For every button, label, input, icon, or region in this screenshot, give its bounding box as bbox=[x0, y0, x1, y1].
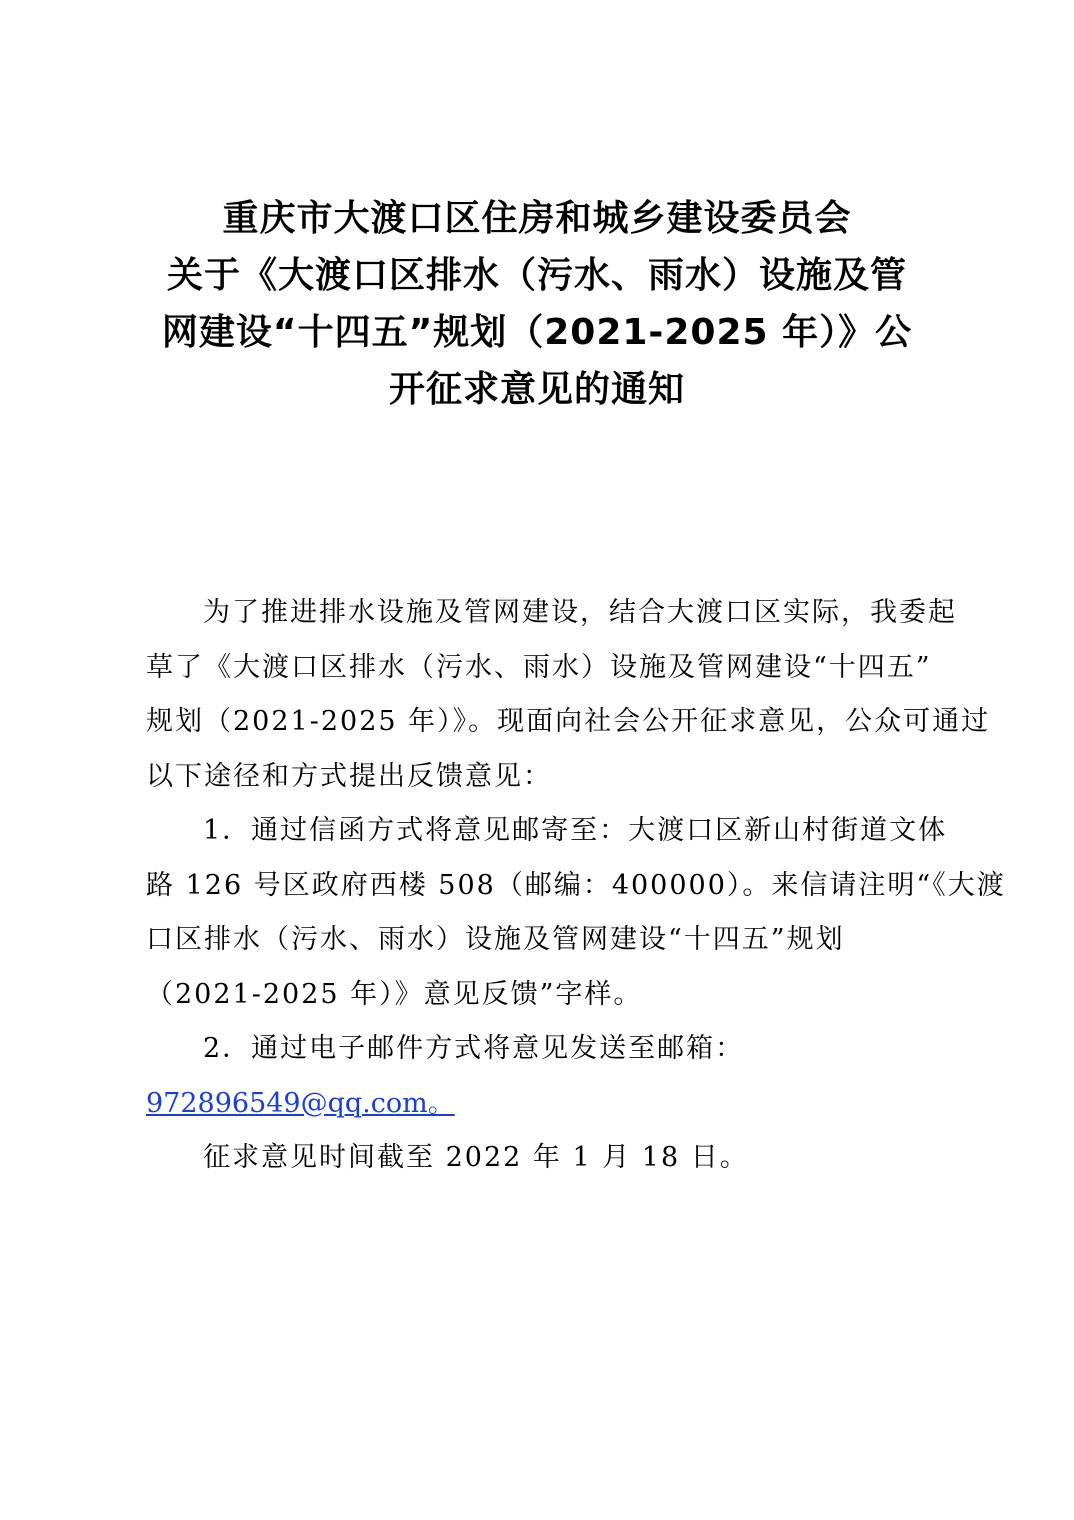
paragraph-intro-line-1: 为了推进排水设施及管网建设，结合大渡口区实际，我委起 bbox=[203, 597, 957, 628]
title-line-4: 开征求意见的通知 bbox=[388, 369, 685, 410]
email-link[interactable]: 972896549@qq.com。 bbox=[146, 1087, 455, 1119]
title-line-3: 网建设“十四五”规划（2021-2025 年）》公 bbox=[161, 312, 913, 353]
item-1-line-4: （2021-2025 年）》意见反馈”字样。 bbox=[146, 978, 643, 1010]
page-title bbox=[120, 190, 954, 418]
item-2-line-2 bbox=[146, 1077, 942, 1132]
item-1-line-3: 口区排水（污水、雨水）设施及管网建设“十四五”规划 bbox=[146, 924, 845, 955]
title-line-1: 重庆市大渡口区住房和城乡建设委员会 bbox=[222, 198, 852, 239]
item-1-line-2: 路 126 号区政府西楼 508（邮编：400000）。来信请注明“《大渡 bbox=[146, 869, 1006, 901]
item-2-line-1: 2．通过电子邮件方式将意见发送至邮箱： bbox=[203, 1033, 745, 1064]
paragraph-intro-line-3: 规划（2021-2025 年）》。现面向社会公开征求意见，公众可通过 bbox=[146, 706, 991, 737]
title-line-2: 关于《大渡口区排水（污水、雨水）设施及管 bbox=[166, 255, 907, 296]
paragraph-intro-line-4: 以下途径和方式提出反馈意见： bbox=[146, 760, 552, 792]
paragraph-intro-line-2: 草了《大渡口区排水（污水、雨水）设施及管网建设“十四五” bbox=[146, 651, 932, 683]
item-1-line-1: 1．通过信函方式将意见邮寄至：大渡口区新山村街道文体 bbox=[203, 815, 948, 846]
deadline-line: 征求意见时间截至 2022 年 1 月 18 日。 bbox=[203, 1142, 749, 1173]
document-body bbox=[146, 586, 1006, 1186]
